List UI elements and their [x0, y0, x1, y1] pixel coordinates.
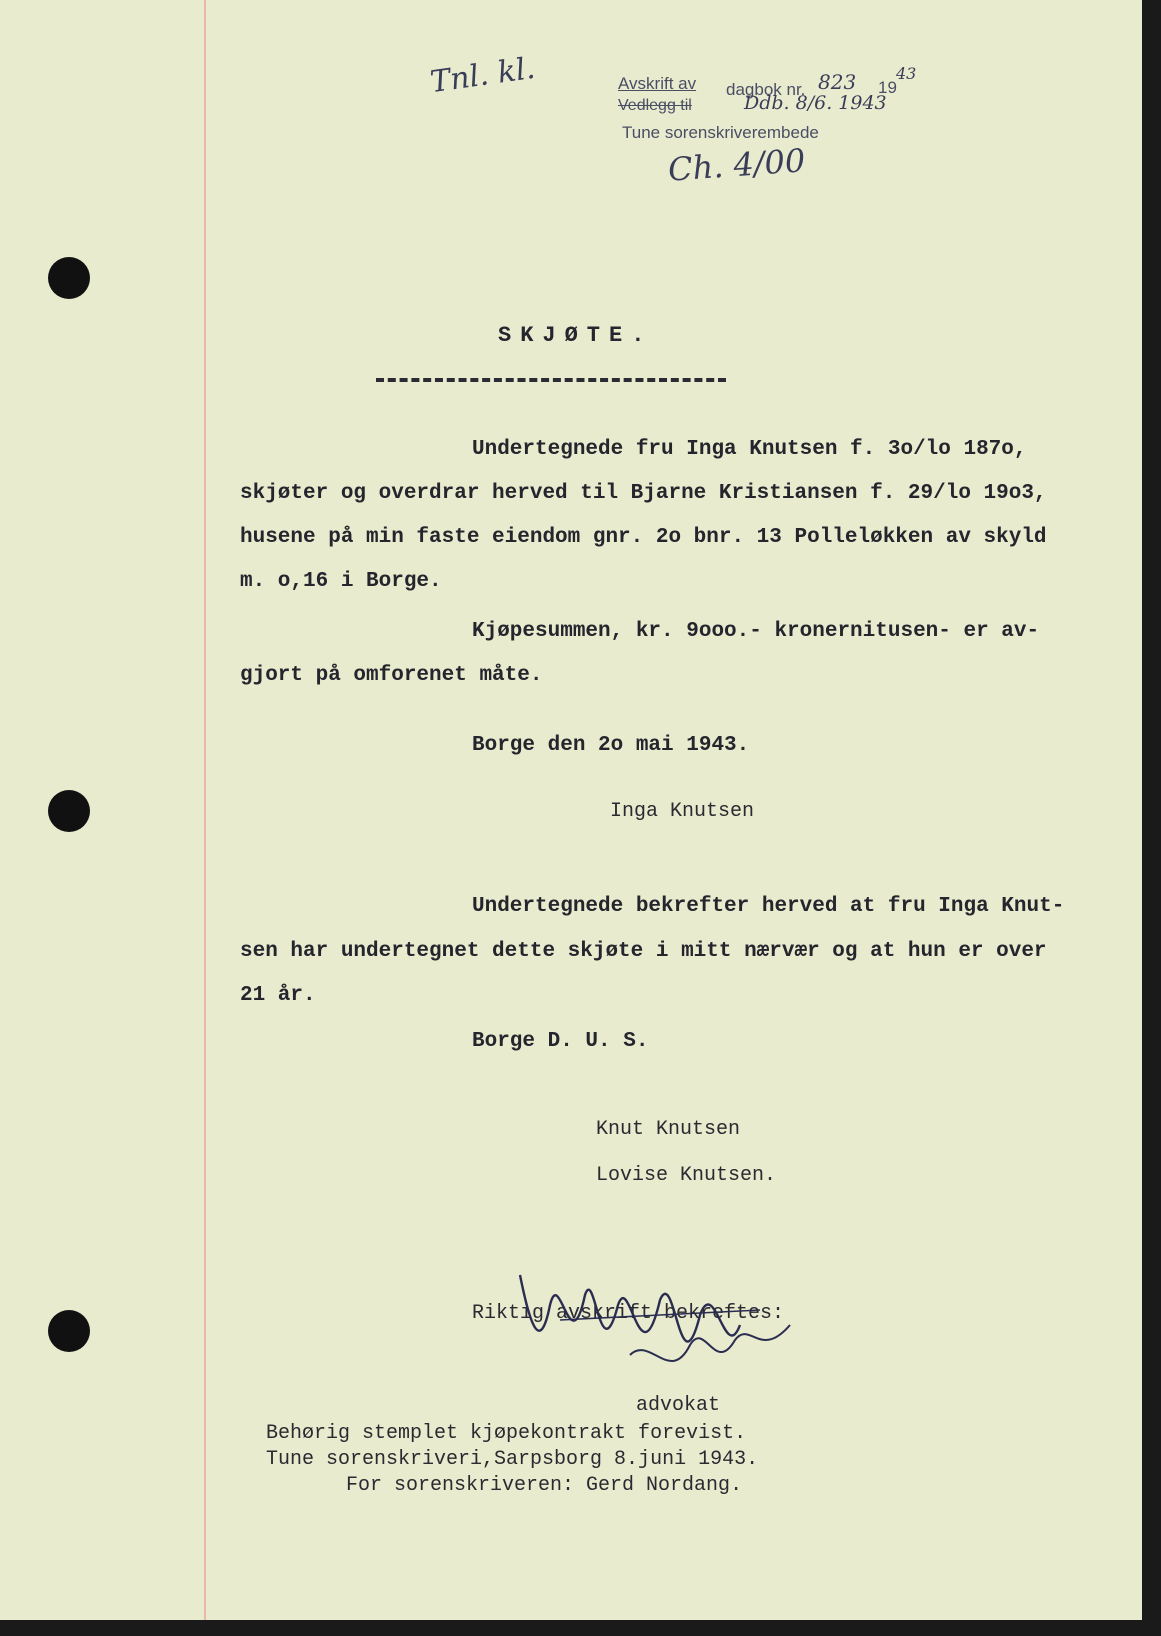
paragraph1-line2: skjøter og overdrar herved til Bjarne Kristiansen f. 29/lo 19o3,: [240, 482, 1047, 505]
stamp-dagbok-label: dagbok nr.: [726, 80, 806, 99]
paragraph2-line2: gjort på omforenet måte.: [240, 664, 543, 687]
paragraph1-line3: husene på min faste eiendom gnr. 2o bnr. 13 Polleløkken av skyld: [240, 526, 1047, 549]
punch-hole-bottom: [48, 1310, 90, 1352]
paragraph2-line1: Kjøpesummen, kr. 9ooo.- kronernitusen- er av-: [472, 620, 1040, 643]
stamp-vedlegg-label: Vedlegg til: [618, 97, 692, 114]
margin-line: [204, 0, 206, 1620]
paragraph3-line2: sen har undertegnet dette skjøte i mitt nærvær og at hun er over: [240, 940, 1047, 963]
title-underline: [376, 378, 726, 382]
paragraph3-line1: Undertegnede bekrefter herved at fru Inga Knut-: [472, 895, 1065, 918]
signature-inga-knutsen: Inga Knutsen: [610, 800, 755, 823]
place-date-2: Borge D. U. S.: [472, 1030, 649, 1053]
stamp-office: Tune sorenskriverembede: [622, 123, 819, 142]
archive-reference: Ch. 4/00: [666, 141, 807, 189]
stamp-year-suffix: 43: [896, 64, 917, 83]
place-date: Borge den 2o mai 1943.: [472, 734, 750, 757]
punch-hole-middle: [48, 790, 90, 832]
handwritten-signature: [500, 1265, 830, 1415]
certification-text: Riktig avskrift bekreftes:: [472, 1302, 785, 1325]
handwritten-annotation: Tnl. kl.: [428, 50, 538, 101]
paragraph3-line3: 21 år.: [240, 984, 316, 1007]
advocate-label: advokat: [636, 1394, 721, 1417]
witness-lovise-knutsen: Lovise Knutsen.: [596, 1164, 777, 1187]
stamp-dagbok-number: 823: [818, 70, 857, 94]
paragraph1-line1: Undertegnede fru Inga Knutsen f. 3o/lo 187o,: [472, 438, 1027, 461]
witness-knut-knutsen: Knut Knutsen: [596, 1118, 741, 1141]
paragraph1-line4: m. o,16 i Borge.: [240, 570, 442, 593]
stamp-avskrift-label: Avskrift av: [618, 74, 697, 93]
punch-hole-top: [48, 257, 90, 299]
document-title: SKJØTE.: [498, 323, 654, 348]
footer-line1: Behørig stemplet kjøpekontrakt forevist.: [266, 1422, 747, 1445]
stamp-date-handwritten: Ddb. 8/6. 1943: [744, 92, 887, 114]
footer-line2: Tune sorenskriveri,Sarpsborg 8.juni 1943.: [266, 1448, 759, 1471]
footer-line3: For sorenskriveren: Gerd Nordang.: [346, 1474, 743, 1497]
stamp-year-prefix: 19: [878, 78, 897, 97]
